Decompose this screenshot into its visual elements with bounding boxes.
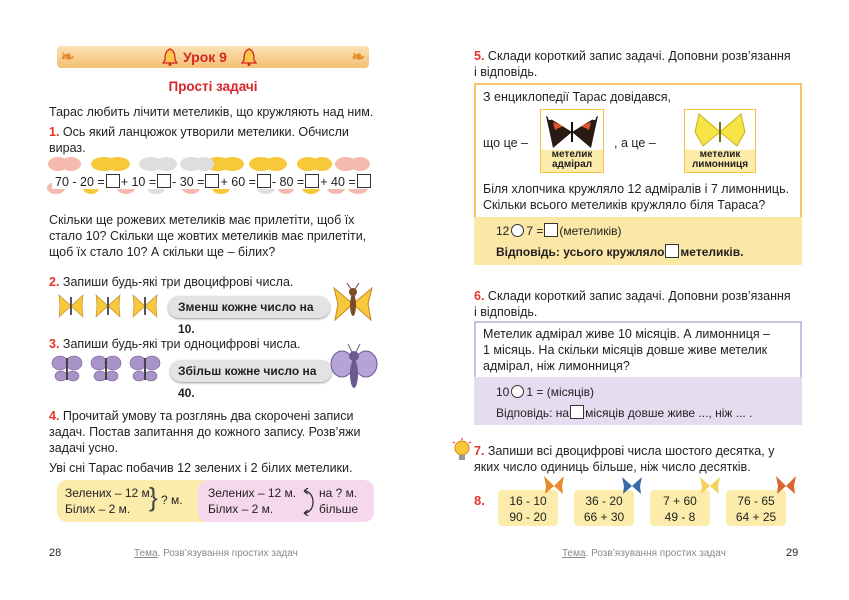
purple-butterflies-icon: [50, 354, 170, 384]
task-8-number: 8.: [474, 493, 485, 508]
task-7: 7. Запиши всі двоцифрові числа шостого десятка, у: [474, 444, 775, 458]
question-line: стало 10? Скільки ще жовтих метеликів має прилетіти,: [49, 229, 367, 243]
task-1: [49, 124, 349, 140]
brace-icon: }: [149, 482, 158, 512]
chain-expression: 70 - 20 = + 10 = - 30 = + 60 = - 80 = + 40 =: [52, 174, 375, 189]
admiral-image: метелик адмірал: [540, 109, 604, 173]
bell-icon: [241, 48, 257, 66]
task-text: Ось який ланцюжок утворили метелики. Обчисли: [62, 125, 349, 139]
expression-card: 7 + 60 49 - 8: [650, 490, 710, 526]
task-condition: Уві сні Тарас побачив 12 зелених і 2 білих метелики.: [49, 461, 353, 475]
question-line: Скільки ще рожевих метеликів має прилетіти, щоб їх: [49, 213, 355, 227]
page-title: Прості задачі: [168, 79, 258, 94]
intro-text: Тарас любить лічити метеликів, що кружляють над ним.: [49, 105, 374, 119]
butterflies-decoration: [542, 474, 802, 498]
page-number: 29: [786, 547, 799, 559]
answer-box[interactable]: [357, 174, 371, 188]
right-page: [424, 0, 849, 600]
instruction-pill: Збільш кожне число на 40.: [170, 360, 332, 382]
yellow-butterflies-icon: [56, 292, 166, 320]
task-4: 4. Прочитай умову та розглянь два скорочені записи: [49, 409, 354, 423]
task-text: задачі усно.: [49, 441, 119, 455]
task-text: задач. Постав запитання до кожного запису. Розв’яжи: [49, 425, 361, 439]
butterfly-character-icon: [330, 282, 376, 328]
compare-arrow-icon: [300, 488, 318, 516]
admiral-butterfly-icon: [541, 110, 603, 152]
short-record-1: Зелених – 12 м. Білих – 2 м. } ? м.: [57, 480, 225, 522]
answer-box[interactable]: [157, 174, 171, 188]
brimstone-image: метелик лимонниця: [684, 109, 756, 173]
task-number: 1.: [49, 125, 60, 139]
page-number: 28: [49, 547, 62, 559]
ornament-icon: ❧: [61, 49, 75, 66]
task-text: яких число одиниць більше, ніж число десятків.: [474, 460, 751, 474]
ornament-icon: ❧: [351, 49, 365, 66]
task-5-box: З енциклопедії Тарас довідався, що це – метелик адмірал , а це – метелик лимонниця Біля хлопчика кружляло 12 адміралів і 7 лимонниць. Скільки всього метеликів кружляло біля Тараса?: [474, 83, 802, 221]
task-6-solution: 10 1 = (місяців) Відповідь: на місяців довше живе ..., ніж ... .: [474, 377, 802, 425]
instruction-pill: Зменш кожне число на 10.: [168, 296, 330, 318]
page-footer: Тема. Розв’язування простих задач: [562, 548, 726, 559]
butterfly-character-icon: [330, 342, 378, 400]
short-record-2: Зелених – 12 м. Білих – 2 м. на ? м. більше: [198, 480, 374, 522]
lightbulb-icon: [452, 438, 472, 464]
task-text: вираз.: [49, 141, 86, 155]
answer-box[interactable]: [205, 174, 219, 188]
bell-icon: [162, 48, 178, 66]
answer-box[interactable]: [665, 244, 679, 258]
answer-box[interactable]: [305, 174, 319, 188]
answer-box[interactable]: [570, 405, 584, 419]
answer-box[interactable]: [544, 223, 558, 237]
task-5: 5. Склади короткий запис задачі. Доповни розв’язання: [474, 49, 791, 63]
task-3: 3. Запиши будь-які три одноцифрові числа.: [49, 337, 301, 351]
task-text: і відповідь.: [474, 65, 538, 79]
lesson-title: Урок 9: [183, 49, 227, 65]
lesson-ribbon: [57, 46, 369, 68]
operation-circle[interactable]: [511, 385, 524, 398]
task-6-box: Метелик адмірал живе 10 місяців. А лимонниця – 1 місяць. На скільки місяців довше живе метелик адмірал, ніж лимонниця?: [474, 321, 802, 379]
expression-card: 36 - 20 66 + 30: [574, 490, 634, 526]
task-2: 2. Запиши будь-які три двоцифрові числа.: [49, 275, 294, 289]
operation-circle[interactable]: [511, 224, 524, 237]
page-footer: Тема. Розв’язування простих задач: [134, 548, 298, 559]
task-text: і відповідь.: [474, 305, 538, 319]
brimstone-butterfly-icon: [685, 110, 755, 152]
question-line: щоб їх стало 10? А скільки ще – білих?: [49, 245, 276, 259]
left-page: [0, 0, 424, 600]
task-5-solution: 12 7 = (метеликів) Відповідь: усього кружляло метеликів.: [474, 217, 802, 265]
answer-box[interactable]: [106, 174, 120, 188]
expression-card: 16 - 10 90 - 20: [498, 490, 558, 526]
answer-box[interactable]: [257, 174, 271, 188]
task-6: 6. Склади короткий запис задачі. Доповни розв’язання: [474, 289, 791, 303]
expression-card: 76 - 65 64 + 25: [726, 490, 786, 526]
